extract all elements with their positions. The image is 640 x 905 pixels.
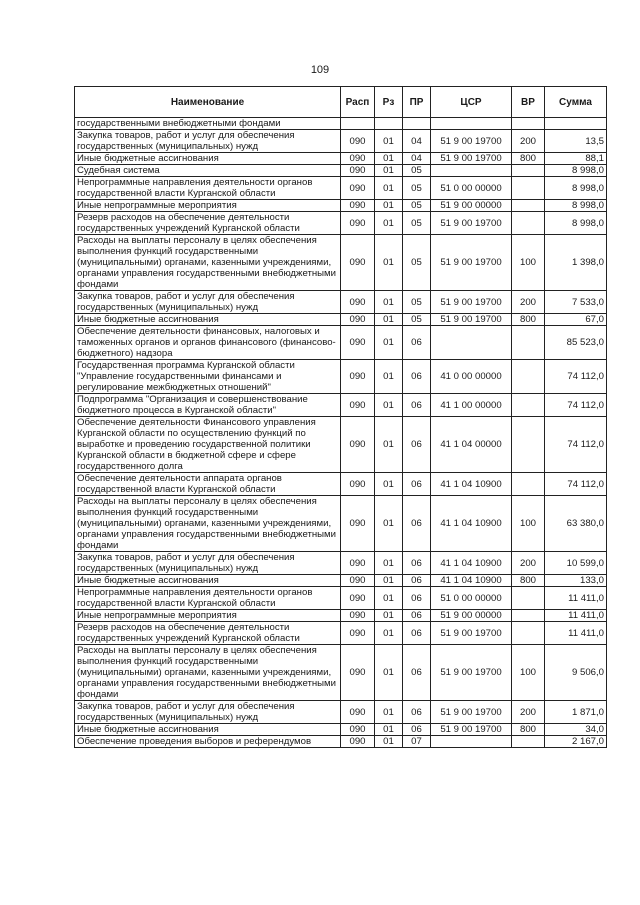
row-vr: 800: [512, 314, 545, 326]
table-row: [75, 701, 607, 724]
row-rasp: 090: [341, 736, 375, 748]
row-rasp: 090: [341, 153, 375, 165]
row-rz: 01: [375, 360, 403, 394]
row-vr: [512, 394, 545, 417]
row-rz: 01: [375, 417, 403, 473]
row-pr: 04: [403, 153, 431, 165]
table-row: [75, 575, 607, 587]
row-rz: 01: [375, 200, 403, 212]
row-name: государственными внебюджетными фондами: [75, 118, 341, 130]
row-vr: 800: [512, 153, 545, 165]
row-rz: 01: [375, 314, 403, 326]
row-sum: 2 167,0: [545, 736, 607, 748]
col-header-pr: ПР: [403, 87, 431, 118]
row-csr: 51 9 00 00000: [431, 200, 512, 212]
col-header-sum: Сумма: [545, 87, 607, 118]
table-row: [75, 736, 607, 748]
row-rz: 01: [375, 724, 403, 736]
table-header-row: [75, 87, 607, 118]
row-pr: [403, 118, 431, 130]
row-vr: [512, 200, 545, 212]
row-rasp: 090: [341, 610, 375, 622]
row-name: Иные бюджетные ассигнования: [75, 575, 341, 587]
table-row: [75, 360, 607, 394]
col-header-rz: Рз: [375, 87, 403, 118]
row-rasp: 090: [341, 417, 375, 473]
row-name: Расходы на выплаты персоналу в целях обеспечения выполнения функций государственными (муниципальными) органами, казенными учреждениями, органами управления государственными внебюджетными фондами: [75, 496, 341, 552]
col-header-name: Наименование: [75, 87, 341, 118]
row-rz: 01: [375, 473, 403, 496]
row-sum: 8 998,0: [545, 165, 607, 177]
row-csr: 41 1 00 00000: [431, 394, 512, 417]
row-rasp: 090: [341, 587, 375, 610]
row-name: Иные бюджетные ассигнования: [75, 724, 341, 736]
row-csr: 51 9 00 00000: [431, 610, 512, 622]
row-rasp: 090: [341, 314, 375, 326]
row-csr: 51 9 00 19700: [431, 291, 512, 314]
row-rasp: 090: [341, 645, 375, 701]
row-csr: 51 9 00 19700: [431, 212, 512, 235]
row-rz: 01: [375, 575, 403, 587]
row-rasp: 090: [341, 235, 375, 291]
row-rz: 01: [375, 326, 403, 360]
row-sum: 8 998,0: [545, 200, 607, 212]
row-rz: 01: [375, 291, 403, 314]
row-vr: 100: [512, 645, 545, 701]
row-vr: 800: [512, 724, 545, 736]
row-csr: 51 9 00 19700: [431, 314, 512, 326]
row-name: Государственная программа Курганской области "Управление государственными финансами и регулирование межбюджетных отношений": [75, 360, 341, 394]
row-name: Закупка товаров, работ и услуг для обеспечения государственных (муниципальных) нужд: [75, 130, 341, 153]
row-vr: [512, 473, 545, 496]
row-pr: 05: [403, 177, 431, 200]
table-row: [75, 200, 607, 212]
row-sum: 13,5: [545, 130, 607, 153]
table-row: [75, 326, 607, 360]
row-name: Непрограммные направления деятельности органов государственной власти Курганской области: [75, 587, 341, 610]
row-vr: [512, 360, 545, 394]
table-row: [75, 552, 607, 575]
row-csr: 41 0 00 00000: [431, 360, 512, 394]
table-row: [75, 314, 607, 326]
row-csr: 51 9 00 19700: [431, 701, 512, 724]
table-row: [75, 610, 607, 622]
row-sum: 11 411,0: [545, 622, 607, 645]
row-vr: 100: [512, 235, 545, 291]
table-row: [75, 130, 607, 153]
row-rasp: 090: [341, 177, 375, 200]
row-sum: 8 998,0: [545, 212, 607, 235]
row-vr: [512, 736, 545, 748]
row-vr: [512, 587, 545, 610]
table-row: [75, 417, 607, 473]
row-pr: 06: [403, 610, 431, 622]
row-rz: 01: [375, 165, 403, 177]
row-sum: 8 998,0: [545, 177, 607, 200]
row-sum: 74 112,0: [545, 394, 607, 417]
table-row: [75, 291, 607, 314]
row-name: Обеспечение деятельности Финансового управления Курганской области по осуществлению функций по выработке и проведению государственной политики Курганской области в бюджетной сфере и сфере государственного долга: [75, 417, 341, 473]
row-rz: 01: [375, 622, 403, 645]
row-rasp: 090: [341, 326, 375, 360]
table-row: [75, 473, 607, 496]
row-rz: 01: [375, 130, 403, 153]
row-vr: [512, 165, 545, 177]
row-pr: 06: [403, 473, 431, 496]
row-pr: 06: [403, 587, 431, 610]
row-pr: 06: [403, 575, 431, 587]
row-csr: 51 9 00 19700: [431, 645, 512, 701]
row-name: Иные бюджетные ассигнования: [75, 153, 341, 165]
row-rasp: 090: [341, 394, 375, 417]
row-csr: [431, 326, 512, 360]
row-rz: 01: [375, 610, 403, 622]
row-rasp: 090: [341, 622, 375, 645]
table-row: [75, 645, 607, 701]
row-csr: 41 1 04 10900: [431, 496, 512, 552]
table-row: [75, 622, 607, 645]
row-pr: 06: [403, 622, 431, 645]
row-sum: 63 380,0: [545, 496, 607, 552]
row-rasp: 090: [341, 575, 375, 587]
row-vr: [512, 622, 545, 645]
row-name: Расходы на выплаты персоналу в целях обеспечения выполнения функций государственными (муниципальными) органами, казенными учреждениями, органами управления государственными внебюджетными фондами: [75, 645, 341, 701]
row-pr: 05: [403, 291, 431, 314]
row-pr: 06: [403, 417, 431, 473]
row-pr: 06: [403, 360, 431, 394]
row-pr: 07: [403, 736, 431, 748]
row-vr: 200: [512, 552, 545, 575]
row-csr: 41 1 04 10900: [431, 575, 512, 587]
row-pr: 05: [403, 165, 431, 177]
row-pr: 06: [403, 701, 431, 724]
row-rasp: 090: [341, 701, 375, 724]
row-name: Подпрограмма "Организация и совершенствование бюджетного процесса в Курганской области": [75, 394, 341, 417]
row-sum: 85 523,0: [545, 326, 607, 360]
row-name: Обеспечение проведения выборов и референдумов: [75, 736, 341, 748]
row-csr: 51 9 00 19700: [431, 622, 512, 645]
row-rz: [375, 118, 403, 130]
table-row: [75, 724, 607, 736]
table-row: [75, 118, 607, 130]
row-sum: 7 533,0: [545, 291, 607, 314]
row-vr: 800: [512, 575, 545, 587]
row-name: Обеспечение деятельности аппарата органов государственной власти Курганской области: [75, 473, 341, 496]
row-pr: 06: [403, 645, 431, 701]
table-row: [75, 587, 607, 610]
row-sum: 34,0: [545, 724, 607, 736]
row-sum: 74 112,0: [545, 417, 607, 473]
row-rz: 01: [375, 736, 403, 748]
row-csr: [431, 165, 512, 177]
row-name: Резерв расходов на обеспечение деятельности государственных учреждений Курганской области: [75, 622, 341, 645]
row-pr: 06: [403, 394, 431, 417]
row-rz: 01: [375, 394, 403, 417]
row-name: Расходы на выплаты персоналу в целях обеспечения выполнения функций государственными (муниципальными) органами, казенными учреждениями, органами управления государственными внебюджетными фондами: [75, 235, 341, 291]
table-row: [75, 177, 607, 200]
row-rz: 01: [375, 153, 403, 165]
row-rasp: 090: [341, 212, 375, 235]
row-pr: 05: [403, 314, 431, 326]
row-pr: 05: [403, 212, 431, 235]
row-sum: 10 599,0: [545, 552, 607, 575]
row-pr: 05: [403, 235, 431, 291]
row-csr: [431, 118, 512, 130]
row-rasp: 090: [341, 360, 375, 394]
row-rasp: 090: [341, 130, 375, 153]
row-sum: 133,0: [545, 575, 607, 587]
row-name: Закупка товаров, работ и услуг для обеспечения государственных (муниципальных) нужд: [75, 701, 341, 724]
table-row: [75, 394, 607, 417]
table-row: [75, 212, 607, 235]
row-name: Иные непрограммные мероприятия: [75, 610, 341, 622]
row-pr: 04: [403, 130, 431, 153]
row-pr: 06: [403, 724, 431, 736]
row-name: Резерв расходов на обеспечение деятельности государственных учреждений Курганской области: [75, 212, 341, 235]
row-csr: 41 1 04 00000: [431, 417, 512, 473]
row-sum: 11 411,0: [545, 610, 607, 622]
page-number: 109: [310, 64, 330, 76]
row-rasp: 090: [341, 291, 375, 314]
row-pr: 06: [403, 552, 431, 575]
row-vr: [512, 177, 545, 200]
row-name: Закупка товаров, работ и услуг для обеспечения государственных (муниципальных) нужд: [75, 552, 341, 575]
row-name: Непрограммные направления деятельности органов государственной власти Курганской области: [75, 177, 341, 200]
row-name: Обеспечение деятельности финансовых, налоговых и таможенных органов и органов финансового (финансово-бюджетного) надзора: [75, 326, 341, 360]
col-header-csr: ЦСР: [431, 87, 512, 118]
row-rz: 01: [375, 496, 403, 552]
row-rz: 01: [375, 235, 403, 291]
row-csr: 51 9 00 19700: [431, 724, 512, 736]
row-rasp: 090: [341, 724, 375, 736]
row-rasp: 090: [341, 473, 375, 496]
row-sum: 11 411,0: [545, 587, 607, 610]
row-sum: 1 398,0: [545, 235, 607, 291]
row-name: Иные бюджетные ассигнования: [75, 314, 341, 326]
row-vr: 200: [512, 130, 545, 153]
row-sum: 9 506,0: [545, 645, 607, 701]
table-row: [75, 153, 607, 165]
row-rz: 01: [375, 552, 403, 575]
row-rasp: 090: [341, 552, 375, 575]
table-row: [75, 235, 607, 291]
budget-table: [74, 86, 607, 748]
row-vr: [512, 212, 545, 235]
row-csr: 51 9 00 19700: [431, 235, 512, 291]
row-name: Судебная система: [75, 165, 341, 177]
row-rz: 01: [375, 645, 403, 701]
row-rasp: [341, 118, 375, 130]
row-csr: 51 9 00 19700: [431, 153, 512, 165]
row-rz: 01: [375, 587, 403, 610]
row-csr: 41 1 04 10900: [431, 473, 512, 496]
row-rz: 01: [375, 177, 403, 200]
row-name: Иные непрограммные мероприятия: [75, 200, 341, 212]
col-header-vr: ВР: [512, 87, 545, 118]
row-vr: 200: [512, 291, 545, 314]
row-sum: 88,1: [545, 153, 607, 165]
row-rasp: 090: [341, 200, 375, 212]
row-sum: 67,0: [545, 314, 607, 326]
row-name: Закупка товаров, работ и услуг для обеспечения государственных (муниципальных) нужд: [75, 291, 341, 314]
row-vr: [512, 326, 545, 360]
row-pr: 05: [403, 200, 431, 212]
table-row: [75, 496, 607, 552]
row-pr: 06: [403, 326, 431, 360]
row-csr: 41 1 04 10900: [431, 552, 512, 575]
row-rasp: 090: [341, 165, 375, 177]
row-csr: [431, 736, 512, 748]
table-row: [75, 165, 607, 177]
row-vr: 200: [512, 701, 545, 724]
row-rz: 01: [375, 212, 403, 235]
row-pr: 06: [403, 496, 431, 552]
row-csr: 51 9 00 19700: [431, 130, 512, 153]
row-vr: [512, 610, 545, 622]
row-vr: 100: [512, 496, 545, 552]
row-rz: 01: [375, 701, 403, 724]
row-sum: [545, 118, 607, 130]
row-vr: [512, 417, 545, 473]
row-csr: 51 0 00 00000: [431, 587, 512, 610]
row-vr: [512, 118, 545, 130]
row-sum: 1 871,0: [545, 701, 607, 724]
row-sum: 74 112,0: [545, 473, 607, 496]
row-rasp: 090: [341, 496, 375, 552]
row-csr: 51 0 00 00000: [431, 177, 512, 200]
col-header-rasp: Расп: [341, 87, 375, 118]
row-sum: 74 112,0: [545, 360, 607, 394]
